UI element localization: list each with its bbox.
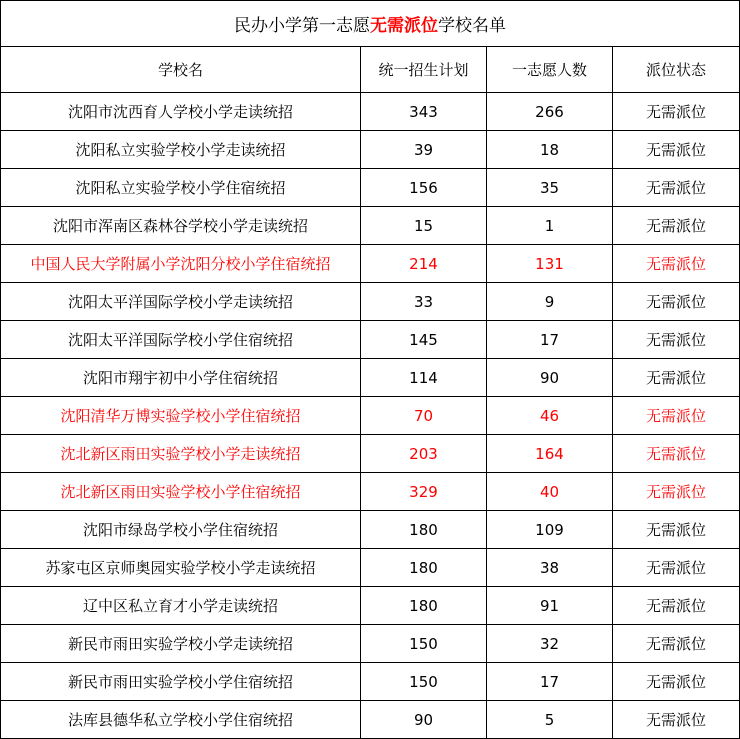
lottery-status-cell: 无需派位: [613, 587, 740, 625]
first-choice-applicants-cell: 38: [487, 549, 613, 587]
enrollment-plan-cell: 180: [361, 549, 487, 587]
first-choice-applicants-cell: 109: [487, 511, 613, 549]
table-row: [1, 663, 740, 701]
table-row: [1, 207, 740, 245]
table-row: [1, 625, 740, 663]
enrollment-plan-cell: 33: [361, 283, 487, 321]
first-choice-applicants-cell: 9: [487, 283, 613, 321]
school-name-cell: 新民市雨田实验学校小学走读统招: [1, 625, 361, 663]
table-row: [1, 549, 740, 587]
school-name-cell: 法库县德华私立学校小学住宿统招: [1, 701, 361, 739]
enrollment-plan-cell: 203: [361, 435, 487, 473]
table-row: [1, 93, 740, 131]
school-name-cell: 沈阳太平洋国际学校小学走读统招: [1, 283, 361, 321]
lottery-status-cell: 无需派位: [613, 435, 740, 473]
table-row: [1, 435, 740, 473]
enrollment-plan-cell: 180: [361, 587, 487, 625]
enrollment-plan-cell: 70: [361, 397, 487, 435]
school-name-cell: 沈北新区雨田实验学校小学走读统招: [1, 435, 361, 473]
lottery-status-cell: 无需派位: [613, 321, 740, 359]
enrollment-plan-cell: 145: [361, 321, 487, 359]
lottery-status-cell: 无需派位: [613, 359, 740, 397]
lottery-status-cell: 无需派位: [613, 93, 740, 131]
table-row: [1, 473, 740, 511]
lottery-status-cell: 无需派位: [613, 549, 740, 587]
first-choice-applicants-cell: 1: [487, 207, 613, 245]
school-name-cell: 苏家屯区京师奥园实验学校小学走读统招: [1, 549, 361, 587]
lottery-status-cell: 无需派位: [613, 701, 740, 739]
school-name-cell: 辽中区私立育才小学走读统招: [1, 587, 361, 625]
table-body: [1, 93, 740, 739]
title-row: [1, 1, 740, 47]
enrollment-plan-cell: 329: [361, 473, 487, 511]
enrollment-plan-cell: 150: [361, 663, 487, 701]
table-row: [1, 397, 740, 435]
first-choice-applicants-cell: 46: [487, 397, 613, 435]
first-choice-applicants-cell: 17: [487, 321, 613, 359]
title-prefix: 民办小学第一志愿: [234, 16, 370, 36]
first-choice-applicants-cell: 18: [487, 131, 613, 169]
first-choice-applicants-cell: 131: [487, 245, 613, 283]
table-row: [1, 169, 740, 207]
enrollment-plan-cell: 114: [361, 359, 487, 397]
enrollment-plan-cell: 156: [361, 169, 487, 207]
lottery-status-cell: 无需派位: [613, 397, 740, 435]
first-choice-applicants-cell: 91: [487, 587, 613, 625]
lottery-status-cell: 无需派位: [613, 245, 740, 283]
lottery-status-cell: 无需派位: [613, 473, 740, 511]
table-row: [1, 359, 740, 397]
school-name-cell: 沈阳市浑南区森林谷学校小学走读统招: [1, 207, 361, 245]
first-choice-applicants-cell: 5: [487, 701, 613, 739]
column-header-plan: 统一招生计划: [361, 47, 487, 93]
table-row: [1, 283, 740, 321]
enrollment-plan-cell: 15: [361, 207, 487, 245]
school-name-cell: 沈阳市翔宇初中小学住宿统招: [1, 359, 361, 397]
column-header-status: 派位状态: [613, 47, 740, 93]
school-name-cell: 沈阳市沈西育人学校小学走读统招: [1, 93, 361, 131]
lottery-status-cell: 无需派位: [613, 663, 740, 701]
enrollment-plan-cell: 180: [361, 511, 487, 549]
enrollment-plan-cell: 214: [361, 245, 487, 283]
table-title: [1, 1, 740, 47]
lottery-status-cell: 无需派位: [613, 625, 740, 663]
lottery-status-cell: 无需派位: [613, 207, 740, 245]
school-name-cell: 沈阳太平洋国际学校小学住宿统招: [1, 321, 361, 359]
table-row: [1, 131, 740, 169]
title-highlight: 无需派位: [370, 16, 438, 36]
first-choice-applicants-cell: 17: [487, 663, 613, 701]
school-name-cell: 沈阳市绿岛学校小学住宿统招: [1, 511, 361, 549]
lottery-status-cell: 无需派位: [613, 131, 740, 169]
school-name-cell: 新民市雨田实验学校小学住宿统招: [1, 663, 361, 701]
school-name-cell: 中国人民大学附属小学沈阳分校小学住宿统招: [1, 245, 361, 283]
column-header-school: 学校名: [1, 47, 361, 93]
lottery-status-cell: 无需派位: [613, 283, 740, 321]
enrollment-plan-cell: 343: [361, 93, 487, 131]
first-choice-applicants-cell: 164: [487, 435, 613, 473]
table-row: [1, 321, 740, 359]
header-row: [1, 47, 740, 93]
first-choice-applicants-cell: 266: [487, 93, 613, 131]
school-name-cell: 沈阳私立实验学校小学住宿统招: [1, 169, 361, 207]
table-row: [1, 701, 740, 739]
table-row: [1, 245, 740, 283]
column-header-applicants: 一志愿人数: [487, 47, 613, 93]
enrollment-plan-cell: 150: [361, 625, 487, 663]
first-choice-applicants-cell: 90: [487, 359, 613, 397]
school-name-cell: 沈阳私立实验学校小学走读统招: [1, 131, 361, 169]
title-suffix: 学校名单: [438, 16, 506, 36]
first-choice-applicants-cell: 32: [487, 625, 613, 663]
school-name-cell: 沈阳清华万博实验学校小学住宿统招: [1, 397, 361, 435]
table-row: [1, 511, 740, 549]
enrollment-plan-cell: 39: [361, 131, 487, 169]
school-name-cell: 沈北新区雨田实验学校小学住宿统招: [1, 473, 361, 511]
first-choice-applicants-cell: 35: [487, 169, 613, 207]
lottery-status-cell: 无需派位: [613, 511, 740, 549]
enrollment-plan-cell: 90: [361, 701, 487, 739]
lottery-status-cell: 无需派位: [613, 169, 740, 207]
first-choice-applicants-cell: 40: [487, 473, 613, 511]
table-row: [1, 587, 740, 625]
